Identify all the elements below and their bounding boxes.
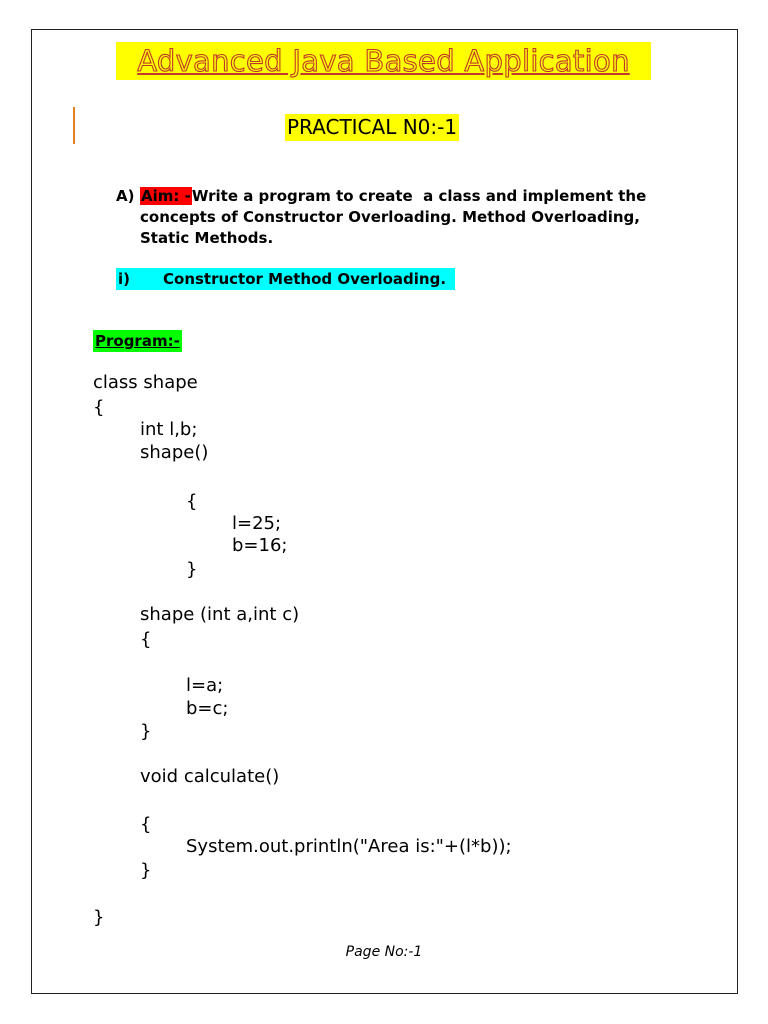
- code-line: {: [140, 814, 152, 835]
- document-title: Advanced Java Based Application: [116, 42, 651, 80]
- page-number: Page No:-1: [345, 944, 423, 960]
- aim-label: Aim: -: [141, 187, 191, 205]
- code-line: void calculate(): [140, 766, 280, 787]
- code-line: shape(): [140, 442, 209, 463]
- section-number: i): [118, 270, 130, 288]
- code-line: {: [140, 629, 152, 650]
- code-line: b=c;: [186, 698, 229, 719]
- aim-prefix: A): [116, 187, 140, 205]
- code-line: }: [186, 559, 198, 580]
- code-line: shape (int a,int c): [140, 604, 300, 625]
- text-cursor: [73, 107, 75, 144]
- code-line: }: [140, 721, 152, 742]
- code-line: System.out.println("Area is:"+(l*b));: [186, 836, 512, 857]
- section-title: Constructor Method Overloading.: [163, 270, 447, 288]
- code-line: class shape: [93, 372, 198, 393]
- code-line: int l,b;: [140, 419, 198, 440]
- code-line: {: [93, 397, 105, 418]
- code-line: {: [186, 491, 198, 512]
- aim-line-1: [140, 186, 646, 207]
- aim-line-2: concepts of Constructor Overloading. Method Overloading,: [140, 208, 640, 226]
- program-label: Program:-: [95, 332, 180, 350]
- code-line: }: [93, 907, 105, 928]
- aim-text-1: Write a program to create a class and implement the: [191, 187, 647, 205]
- aim-line-3: Static Methods.: [140, 229, 274, 247]
- aim-block: [116, 186, 140, 207]
- code-line: b=16;: [232, 535, 288, 556]
- code-line: l=a;: [186, 675, 224, 696]
- practical-heading: PRACTICAL N0:-1: [287, 115, 458, 139]
- code-line: }: [140, 860, 152, 881]
- code-line: l=25;: [232, 513, 282, 534]
